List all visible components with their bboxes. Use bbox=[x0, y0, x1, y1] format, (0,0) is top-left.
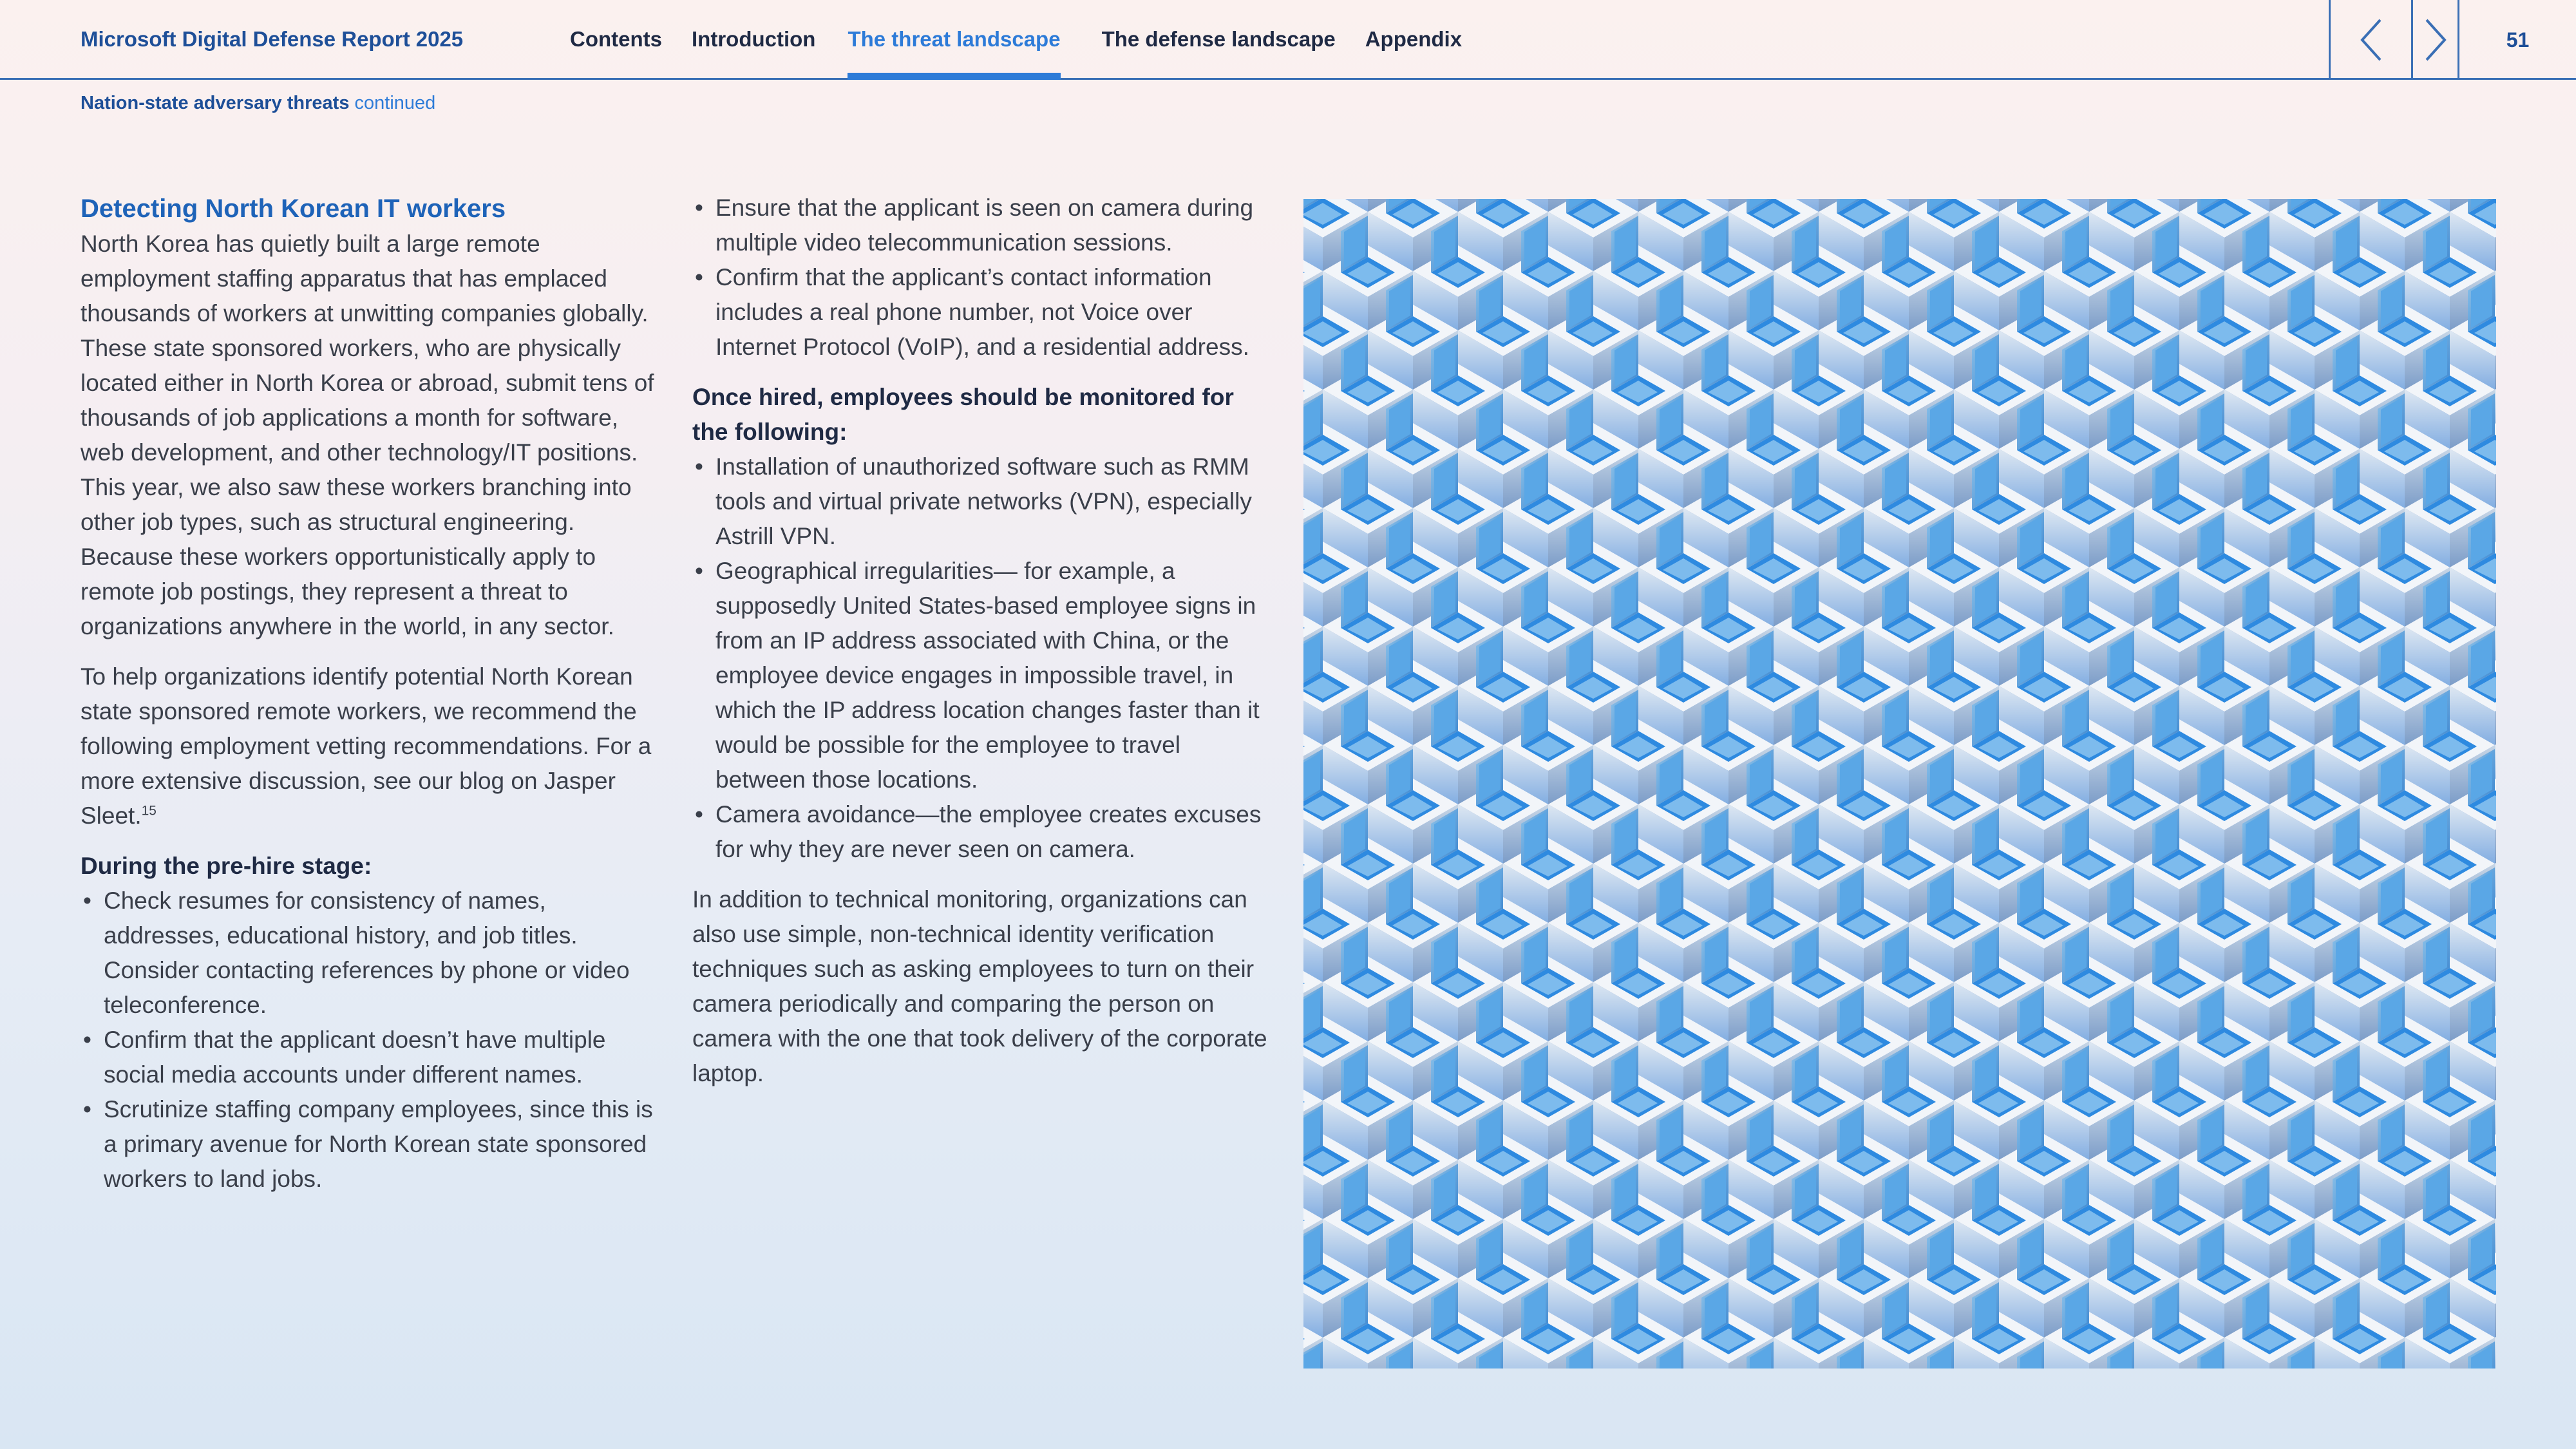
chevron-left-icon bbox=[2358, 17, 2384, 62]
page-number: 51 bbox=[2458, 0, 2576, 80]
report-title[interactable]: Microsoft Digital Defense Report 2025 bbox=[80, 27, 464, 51]
list-item: • Camera avoidance—the employee creates excuses for why they are never seen on camera. bbox=[692, 797, 1275, 867]
pre-hire-heading: During the pre-hire stage: bbox=[80, 853, 372, 879]
recommendation-paragraph bbox=[80, 659, 660, 833]
list-item: • Confirm that the applicant doesn’t have multiple social media accounts under different names. bbox=[80, 1023, 660, 1092]
list-item: • Check resumes for consistency of names, addresses, educational history, and job titles. Consider contacting references by phone or video teleconference. bbox=[80, 884, 660, 1023]
list-item: • Geographical irregularities— for example, a supposedly United States-based employee signs in from an IP address associated with China, or the employee device engages in impossible travel, in which the IP address location changes faster than it would be possible for the employee to travel between those locations. bbox=[692, 554, 1275, 797]
top-navigation-bar bbox=[0, 0, 2576, 80]
section-name: Nation-state adversary threats bbox=[80, 93, 350, 113]
list-item: • Installation of unauthorized software such as RMM tools and virtual private networks (VPN), especially Astrill VPN. bbox=[692, 450, 1275, 554]
nav-defense-landscape[interactable]: The defense landscape bbox=[1101, 27, 1336, 51]
nav-introduction[interactable]: Introduction bbox=[692, 27, 816, 51]
main-nav bbox=[570, 27, 1492, 80]
laptops-illustration bbox=[1303, 199, 2496, 1368]
laptop-grid-image bbox=[1303, 199, 2496, 1368]
section-breadcrumb bbox=[80, 93, 435, 114]
nav-appendix[interactable]: Appendix bbox=[1365, 27, 1463, 51]
list-item: • Ensure that the applicant is seen on camera during multiple video telecommunication sessions. bbox=[692, 191, 1275, 260]
next-page-button[interactable] bbox=[2411, 0, 2458, 80]
closing-paragraph: In addition to technical monitoring, organizations can also use simple, non-technical identity verification techniques such as asking employees to turn on their camera periodically and comparing the person on camera with the one that took delivery of the corporate laptop. bbox=[692, 886, 1267, 1086]
footnote-ref[interactable]: 15 bbox=[141, 803, 156, 819]
intro-paragraph: North Korea has quietly built a large remote employment staffing apparatus that has emplaced thousands of workers at unwitting companies globally. These state sponsored workers, who are physically located either in North Korea or abroad, submit tens of thousands of job applications a month for software, web development, and other technology/IT positions. This year, we also saw these workers branching into other job types, such as structural engineering. Because these workers opportunistically apply to remote job postings, they represent a threat to organizations anywhere in the world, in any sector. bbox=[80, 231, 654, 639]
pre-hire-list-continued bbox=[692, 191, 1275, 365]
previous-page-button[interactable] bbox=[2329, 0, 2411, 80]
nav-contents[interactable]: Contents bbox=[570, 27, 662, 51]
monitoring-list bbox=[692, 450, 1275, 867]
section-continued: continued bbox=[354, 93, 436, 113]
list-item: • Confirm that the applicant’s contact information includes a real phone number, not Voice over Internet Protocol (VoIP), and a residential address. bbox=[692, 260, 1275, 365]
recommendation-text: To help organizations identify potential North Korean state sponsored remote workers, we recommend the following employment vetting recommendations. For a more extensive discussion, see our blog on Jasper Sleet. bbox=[80, 663, 652, 829]
middle-text-column bbox=[692, 191, 1275, 1106]
article-heading: Detecting North Korean IT workers bbox=[80, 194, 506, 223]
chevron-right-icon bbox=[2423, 17, 2448, 62]
pre-hire-list bbox=[80, 884, 660, 1197]
left-text-column bbox=[80, 191, 660, 1212]
list-item: • Scrutinize staffing company employees, since this is a primary avenue for North Korean state sponsored workers to land jobs. bbox=[80, 1092, 660, 1197]
monitoring-heading: Once hired, employees should be monitored for the following: bbox=[692, 384, 1234, 445]
nav-threat-landscape[interactable]: The threat landscape bbox=[848, 27, 1060, 80]
